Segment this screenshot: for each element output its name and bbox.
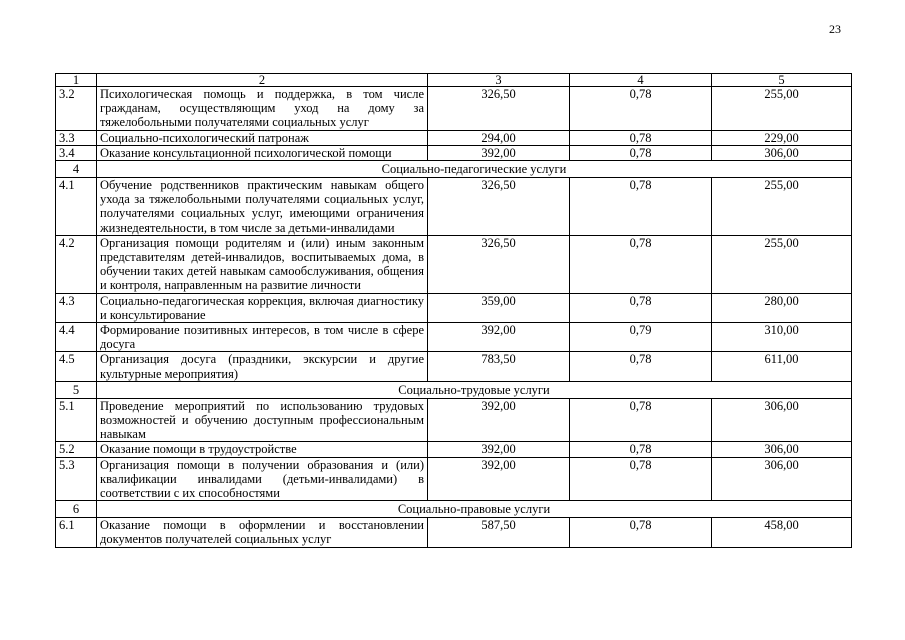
row-number: 3.3 bbox=[56, 130, 97, 145]
value-col-5: 306,00 bbox=[712, 457, 852, 501]
section-row bbox=[56, 501, 852, 518]
service-name: Обучение родственников практическим навыкам общего ухода за тяжелобольными получателями социальных услуг, получателями социальных услуг, имеющими ограничения жизнедеятельности, в том числе за детьми-инвалидами bbox=[97, 178, 428, 236]
row-number: 5.2 bbox=[56, 442, 97, 457]
value-col-4: 0,78 bbox=[570, 145, 712, 160]
value-col-3: 783,50 bbox=[428, 352, 570, 381]
value-col-3: 326,50 bbox=[428, 178, 570, 236]
service-name: Социально-психологический патронаж bbox=[97, 130, 428, 145]
value-col-4: 0,78 bbox=[570, 352, 712, 381]
row-number: 4.1 bbox=[56, 178, 97, 236]
table-row bbox=[56, 145, 852, 160]
value-col-4: 0,78 bbox=[570, 235, 712, 293]
value-col-5: 229,00 bbox=[712, 130, 852, 145]
value-col-5: 280,00 bbox=[712, 293, 852, 322]
value-col-5: 306,00 bbox=[712, 398, 852, 442]
value-col-4: 0,78 bbox=[570, 398, 712, 442]
value-col-4: 0,78 bbox=[570, 293, 712, 322]
value-col-3: 392,00 bbox=[428, 145, 570, 160]
table-header-row bbox=[56, 74, 852, 87]
section-title: Социально-трудовые услуги bbox=[97, 381, 852, 398]
value-col-3: 392,00 bbox=[428, 442, 570, 457]
section-row bbox=[56, 381, 852, 398]
table-row bbox=[56, 323, 852, 352]
value-col-4: 0,78 bbox=[570, 87, 712, 131]
row-number: 3.4 bbox=[56, 145, 97, 160]
section-title: Социально-правовые услуги bbox=[97, 501, 852, 518]
table-row bbox=[56, 442, 852, 457]
row-number: 4.4 bbox=[56, 323, 97, 352]
service-name: Оказание консультационной психологической помощи bbox=[97, 145, 428, 160]
header-cell-2: 2 bbox=[97, 74, 428, 87]
service-name: Оказание помощи в трудоустройстве bbox=[97, 442, 428, 457]
row-number: 4.3 bbox=[56, 293, 97, 322]
value-col-3: 392,00 bbox=[428, 457, 570, 501]
value-col-3: 587,50 bbox=[428, 518, 570, 547]
header-cell-3: 3 bbox=[428, 74, 570, 87]
value-col-5: 458,00 bbox=[712, 518, 852, 547]
value-col-5: 310,00 bbox=[712, 323, 852, 352]
table-row bbox=[56, 518, 852, 547]
page-number: 23 bbox=[829, 22, 841, 36]
row-number: 5.1 bbox=[56, 398, 97, 442]
table-row bbox=[56, 235, 852, 293]
value-col-3: 392,00 bbox=[428, 323, 570, 352]
table-row bbox=[56, 178, 852, 236]
header-cell-1: 1 bbox=[56, 74, 97, 87]
header-cell-5: 5 bbox=[712, 74, 852, 87]
row-number: 4.5 bbox=[56, 352, 97, 381]
value-col-4: 0,78 bbox=[570, 178, 712, 236]
header-cell-4: 4 bbox=[570, 74, 712, 87]
value-col-3: 359,00 bbox=[428, 293, 570, 322]
row-number: 4.2 bbox=[56, 235, 97, 293]
service-name: Проведение мероприятий по использованию трудовых возможностей и обучению доступным профессиональным навыкам bbox=[97, 398, 428, 442]
value-col-4: 0,78 bbox=[570, 130, 712, 145]
value-col-4: 0,79 bbox=[570, 323, 712, 352]
table-row bbox=[56, 87, 852, 131]
value-col-4: 0,78 bbox=[570, 518, 712, 547]
value-col-4: 0,78 bbox=[570, 457, 712, 501]
row-number: 6.1 bbox=[56, 518, 97, 547]
service-name: Формирование позитивных интересов, в том числе в сфере досуга bbox=[97, 323, 428, 352]
value-col-5: 306,00 bbox=[712, 442, 852, 457]
table-row bbox=[56, 352, 852, 381]
value-col-3: 326,50 bbox=[428, 87, 570, 131]
value-col-5: 255,00 bbox=[712, 178, 852, 236]
table-row bbox=[56, 293, 852, 322]
table-row bbox=[56, 398, 852, 442]
service-name: Организация досуга (праздники, экскурсии и другие культурные мероприятия) bbox=[97, 352, 428, 381]
value-col-5: 255,00 bbox=[712, 87, 852, 131]
table-row bbox=[56, 457, 852, 501]
value-col-3: 392,00 bbox=[428, 398, 570, 442]
section-row bbox=[56, 161, 852, 178]
value-col-3: 326,50 bbox=[428, 235, 570, 293]
row-number: 5.3 bbox=[56, 457, 97, 501]
section-number: 5 bbox=[56, 381, 97, 398]
value-col-3: 294,00 bbox=[428, 130, 570, 145]
row-number: 3.2 bbox=[56, 87, 97, 131]
value-col-5: 306,00 bbox=[712, 145, 852, 160]
value-col-4: 0,78 bbox=[570, 442, 712, 457]
section-title: Социально-педагогические услуги bbox=[97, 161, 852, 178]
table-row bbox=[56, 130, 852, 145]
service-name: Организация помощи в получении образования и (или) квалификации инвалидами (детьми-инвалидами) в соответствии с их способностями bbox=[97, 457, 428, 501]
service-name: Психологическая помощь и поддержка, в том числе гражданам, осуществляющим уход на дому за тяжелобольными получателями социальных услуг bbox=[97, 87, 428, 131]
service-name: Организация помощи родителям и (или) иным законным представителям детей-инвалидов, воспитываемых дома, в обучении таких детей навыкам самообслуживания, общения и контроля, направленным на развитие личности bbox=[97, 235, 428, 293]
services-tariff-table bbox=[55, 73, 852, 548]
value-col-5: 611,00 bbox=[712, 352, 852, 381]
section-number: 6 bbox=[56, 501, 97, 518]
service-name: Оказание помощи в оформлении и восстановлении документов получателей социальных услуг bbox=[97, 518, 428, 547]
section-number: 4 bbox=[56, 161, 97, 178]
value-col-5: 255,00 bbox=[712, 235, 852, 293]
service-name: Социально-педагогическая коррекция, включая диагностику и консультирование bbox=[97, 293, 428, 322]
